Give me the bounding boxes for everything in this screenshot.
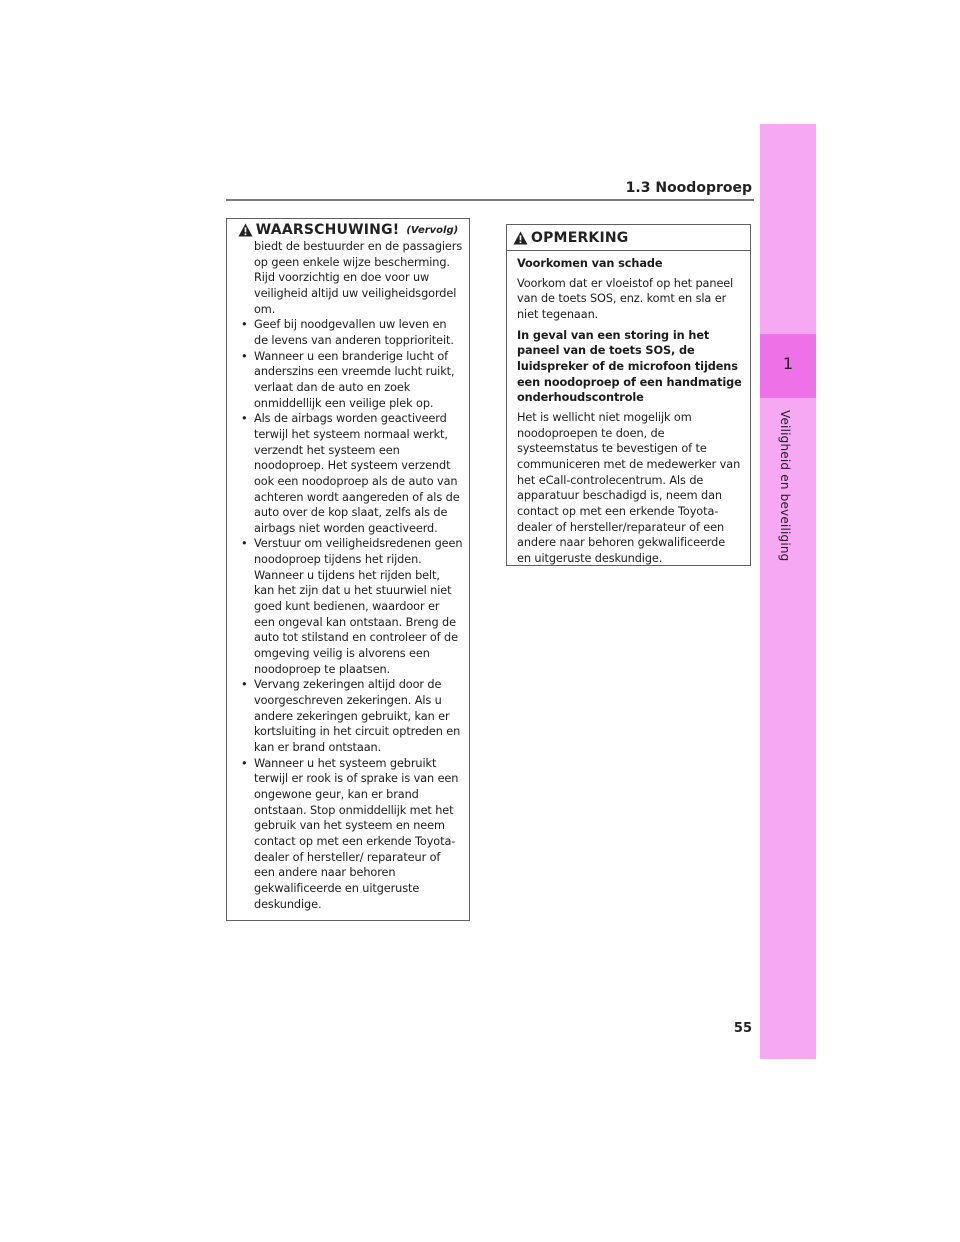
notice-label: OPMERKING: [531, 230, 629, 246]
warning-triangle-icon: [238, 223, 253, 237]
warning-list: [239, 317, 463, 912]
notice-paragraph: Het is wellicht niet mogelijk om noodoproepen te doen, de systeemstatus te bevestigen of te communiceren met de medewerker van het eCall-controlecentrum. Als de apparatuur beschadigd is, neem dan contact op met een erkende Toyota-dealer of hersteller/reparateur of een andere naar behoren gekwalificeerde en uitgeruste deskundige.: [517, 410, 741, 565]
chapter-number: 1: [782, 354, 794, 373]
header-divider: [226, 199, 754, 201]
notice-heading: Voorkomen van schade: [517, 257, 663, 270]
list-item: • Geef bij noodgevallen uw leven en de levens van anderen topprioriteit.: [241, 318, 454, 347]
warning-intro: biedt de bestuurder en de passagiers op geen enkele wijze bescherming. Rijd voorzichtig en doe voor uw veiligheid altijd uw veiligheidsgordel om.: [254, 240, 463, 316]
list-item: • Wanneer u een branderige lucht of anderszins een vreemde lucht ruikt, verlaat dan de auto en zoek onmiddellijk een veilige plek op.: [241, 349, 455, 410]
chapter-title: Veiligheid en beveiliging: [778, 410, 792, 562]
warning-triangle-icon: [513, 231, 528, 245]
notice-paragraph: Voorkom dat er vloeistof op het paneel van de toets SOS, enz. komt en sla er niet tegenaan.: [517, 276, 734, 321]
notice-body: [507, 251, 750, 566]
list-item: • Vervang zekeringen altijd door de voorgeschreven zekeringen. Als u andere zekeringen gebruikt, kan er kortsluiting in het circuit optreden en kan er brand ontstaan.: [241, 678, 461, 754]
page-number: 55: [733, 1021, 752, 1036]
warning-body: [227, 239, 469, 912]
warning-header: [227, 219, 469, 239]
warning-box: [226, 218, 470, 921]
list-item: • Verstuur om veiligheidsredenen geen noodoproep tijdens het rijden. Wanneer u tijdens het rijden belt, kan het zijn dat u het stuurwiel niet goed kunt bedienen, waardoor er een ongeval kan ontstaan. Breng de auto tot stilstand en controleer of de omgeving veilig is alvorens een noodoproep te plaatsen.: [241, 537, 463, 676]
section-title: 1.3 Noodoproep: [625, 180, 752, 196]
notice-heading: In geval van een storing in het paneel van de toets SOS, de luidspreker of de microfoon tijdens een noodoproep of een handmatige onderhoudscontrole: [517, 328, 742, 405]
notice-box: [506, 224, 751, 566]
chapter-side-tab: [760, 124, 816, 1059]
list-item: • Wanneer u het systeem gebruikt terwijl er rook is of sprake is van een ongewone geur, kan er brand ontstaan. Stop onmiddellijk met het gebruik van het systeem en neem contact op met een erkende Toyota-dealer of hersteller/ reparateur of een andere naar behoren gekwalificeerde en uitgeruste deskundige.: [241, 756, 459, 911]
notice-header: [507, 225, 750, 251]
warning-label: WAARSCHUWING!: [255, 222, 400, 238]
list-item: • Als de airbags worden geactiveerd terwijl het systeem normaal werkt, verzendt het systeem een noodoproep. Het systeem verzendt ook een noodoproep als de auto van achteren wordt aangereden of als de auto over de kop slaat, zelfs als de airbags niet worden geactiveerd.: [241, 412, 460, 535]
warning-continuation: (Vervolg): [406, 224, 459, 236]
